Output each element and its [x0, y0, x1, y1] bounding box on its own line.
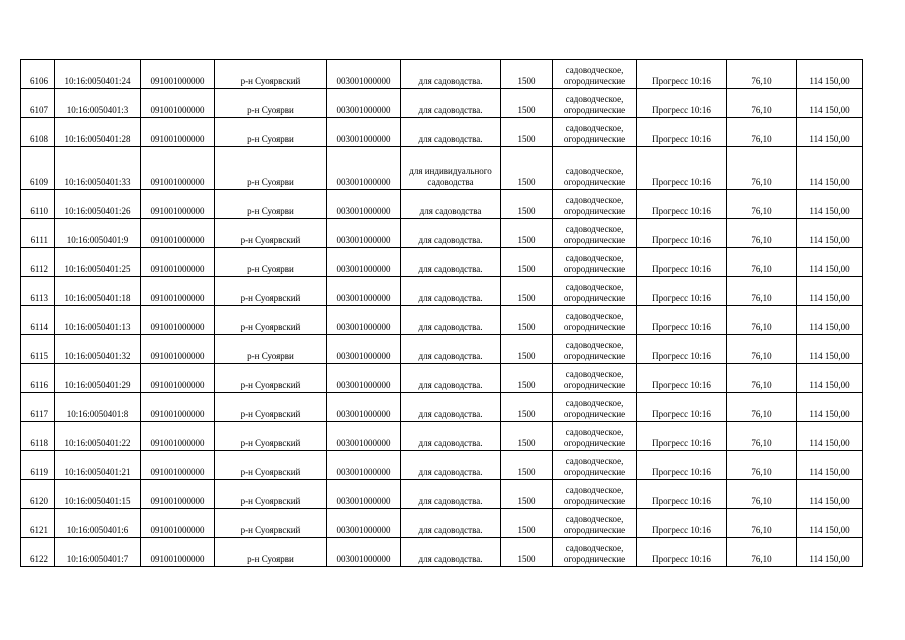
row-number-cell: 6110 — [21, 190, 55, 219]
district-cell: р-н Суоярвский — [215, 422, 327, 451]
category-cell: садоводческое, огороднические — [553, 480, 637, 509]
cadastral-value-cell: 114 150,00 — [797, 248, 863, 277]
area-cell: 1500 — [501, 248, 553, 277]
oktmo-code-cell: 003001000000 — [327, 509, 401, 538]
area-cell: 1500 — [501, 219, 553, 248]
cadastral-number-cell: 10:16:0050401:26 — [55, 190, 141, 219]
cadastral-value-cell: 114 150,00 — [797, 538, 863, 567]
table-row — [21, 451, 863, 480]
permitted-use-cell: для садоводства. — [401, 538, 501, 567]
okato-code-cell: 091001000000 — [141, 364, 215, 393]
district-cell: р-н Суоярви — [215, 118, 327, 147]
cadastral-number-cell: 10:16:0050401:8 — [55, 393, 141, 422]
row-number-cell: 6106 — [21, 60, 55, 89]
district-cell: р-н Суоярви — [215, 147, 327, 190]
permitted-use-cell: для садоводства. — [401, 89, 501, 118]
area-cell: 1500 — [501, 480, 553, 509]
district-cell: р-н Суоярви — [215, 89, 327, 118]
table-row — [21, 190, 863, 219]
district-cell: р-н Суоярвский — [215, 219, 327, 248]
oktmo-code-cell: 003001000000 — [327, 118, 401, 147]
row-number-cell: 6111 — [21, 219, 55, 248]
specific-value-cell: 76,10 — [727, 147, 797, 190]
oktmo-code-cell: 003001000000 — [327, 364, 401, 393]
okato-code-cell: 091001000000 — [141, 509, 215, 538]
specific-value-cell: 76,10 — [727, 89, 797, 118]
cadastral-value-cell: 114 150,00 — [797, 422, 863, 451]
table-row — [21, 422, 863, 451]
oktmo-code-cell: 003001000000 — [327, 277, 401, 306]
category-cell: садоводческое, огороднические — [553, 190, 637, 219]
okato-code-cell: 091001000000 — [141, 60, 215, 89]
table-row — [21, 147, 863, 190]
row-number-cell: 6114 — [21, 306, 55, 335]
specific-value-cell: 76,10 — [727, 480, 797, 509]
row-number-cell: 6122 — [21, 538, 55, 567]
specific-value-cell: 76,10 — [727, 219, 797, 248]
category-cell: садоводческое, огороднические — [553, 306, 637, 335]
area-cell: 1500 — [501, 335, 553, 364]
table-row — [21, 306, 863, 335]
cadastral-number-cell: 10:16:0050401:15 — [55, 480, 141, 509]
oktmo-code-cell: 003001000000 — [327, 335, 401, 364]
table-row — [21, 118, 863, 147]
row-number-cell: 6108 — [21, 118, 55, 147]
association-cell: Прогресс 10:16 — [637, 89, 727, 118]
specific-value-cell: 76,10 — [727, 509, 797, 538]
area-cell: 1500 — [501, 364, 553, 393]
category-cell: садоводческое, огороднические — [553, 538, 637, 567]
oktmo-code-cell: 003001000000 — [327, 422, 401, 451]
table-row — [21, 248, 863, 277]
cadastral-number-cell: 10:16:0050401:13 — [55, 306, 141, 335]
district-cell: р-н Суоярви — [215, 335, 327, 364]
category-cell: садоводческое, огороднические — [553, 422, 637, 451]
association-cell: Прогресс 10:16 — [637, 364, 727, 393]
cadastral-value-cell: 114 150,00 — [797, 277, 863, 306]
okato-code-cell: 091001000000 — [141, 147, 215, 190]
row-number-cell: 6107 — [21, 89, 55, 118]
cadastral-number-cell: 10:16:0050401:6 — [55, 509, 141, 538]
cadastral-value-cell: 114 150,00 — [797, 60, 863, 89]
cadastral-value-cell: 114 150,00 — [797, 190, 863, 219]
permitted-use-cell: для садоводства — [401, 190, 501, 219]
specific-value-cell: 76,10 — [727, 422, 797, 451]
association-cell: Прогресс 10:16 — [637, 118, 727, 147]
okato-code-cell: 091001000000 — [141, 277, 215, 306]
cadastral-number-cell: 10:16:0050401:18 — [55, 277, 141, 306]
row-number-cell: 6118 — [21, 422, 55, 451]
category-cell: садоводческое, огороднические — [553, 89, 637, 118]
cadastral-value-cell: 114 150,00 — [797, 118, 863, 147]
row-number-cell: 6117 — [21, 393, 55, 422]
district-cell: р-н Суоярвский — [215, 277, 327, 306]
okato-code-cell: 091001000000 — [141, 451, 215, 480]
oktmo-code-cell: 003001000000 — [327, 451, 401, 480]
cadastral-number-cell: 10:16:0050401:3 — [55, 89, 141, 118]
permitted-use-cell: для садоводства. — [401, 451, 501, 480]
permitted-use-cell: для садоводства. — [401, 248, 501, 277]
area-cell: 1500 — [501, 277, 553, 306]
table-row — [21, 393, 863, 422]
area-cell: 1500 — [501, 89, 553, 118]
cadastral-value-cell: 114 150,00 — [797, 480, 863, 509]
association-cell: Прогресс 10:16 — [637, 335, 727, 364]
okato-code-cell: 091001000000 — [141, 393, 215, 422]
specific-value-cell: 76,10 — [727, 451, 797, 480]
specific-value-cell: 76,10 — [727, 277, 797, 306]
cadastral-number-cell: 10:16:0050401:9 — [55, 219, 141, 248]
row-number-cell: 6116 — [21, 364, 55, 393]
association-cell: Прогресс 10:16 — [637, 147, 727, 190]
category-cell: садоводческое, огороднические — [553, 393, 637, 422]
permitted-use-cell: для садоводства. — [401, 335, 501, 364]
permitted-use-cell: для садоводства. — [401, 277, 501, 306]
permitted-use-cell: для индивидуального садоводства — [401, 147, 501, 190]
category-cell: садоводческое, огороднические — [553, 451, 637, 480]
specific-value-cell: 76,10 — [727, 393, 797, 422]
cadastral-number-cell: 10:16:0050401:25 — [55, 248, 141, 277]
category-cell: садоводческое, огороднические — [553, 335, 637, 364]
specific-value-cell: 76,10 — [727, 118, 797, 147]
cadastral-value-cell: 114 150,00 — [797, 89, 863, 118]
okato-code-cell: 091001000000 — [141, 480, 215, 509]
cadastral-number-cell: 10:16:0050401:24 — [55, 60, 141, 89]
cadastral-number-cell: 10:16:0050401:29 — [55, 364, 141, 393]
okato-code-cell: 091001000000 — [141, 538, 215, 567]
permitted-use-cell: для садоводства. — [401, 60, 501, 89]
okato-code-cell: 091001000000 — [141, 190, 215, 219]
permitted-use-cell: для садоводства. — [401, 393, 501, 422]
row-number-cell: 6120 — [21, 480, 55, 509]
district-cell: р-н Суоярвский — [215, 364, 327, 393]
area-cell: 1500 — [501, 393, 553, 422]
association-cell: Прогресс 10:16 — [637, 248, 727, 277]
permitted-use-cell: для садоводства. — [401, 509, 501, 538]
category-cell: садоводческое, огороднические — [553, 364, 637, 393]
oktmo-code-cell: 003001000000 — [327, 147, 401, 190]
row-number-cell: 6115 — [21, 335, 55, 364]
cadastral-value-cell: 114 150,00 — [797, 509, 863, 538]
association-cell: Прогресс 10:16 — [637, 480, 727, 509]
table-row — [21, 364, 863, 393]
permitted-use-cell: для садоводства. — [401, 480, 501, 509]
table-row — [21, 219, 863, 248]
cadastral-number-cell: 10:16:0050401:22 — [55, 422, 141, 451]
permitted-use-cell: для садоводства. — [401, 306, 501, 335]
table-row — [21, 509, 863, 538]
oktmo-code-cell: 003001000000 — [327, 306, 401, 335]
permitted-use-cell: для садоводства. — [401, 364, 501, 393]
association-cell: Прогресс 10:16 — [637, 451, 727, 480]
association-cell: Прогресс 10:16 — [637, 306, 727, 335]
association-cell: Прогресс 10:16 — [637, 422, 727, 451]
category-cell: садоводческое, огороднические — [553, 277, 637, 306]
land-registry-table — [20, 59, 863, 567]
district-cell: р-н Суоярвский — [215, 480, 327, 509]
specific-value-cell: 76,10 — [727, 538, 797, 567]
table-row — [21, 89, 863, 118]
cadastral-number-cell: 10:16:0050401:32 — [55, 335, 141, 364]
okato-code-cell: 091001000000 — [141, 219, 215, 248]
table-body — [21, 60, 863, 567]
specific-value-cell: 76,10 — [727, 335, 797, 364]
oktmo-code-cell: 003001000000 — [327, 219, 401, 248]
category-cell: садоводческое, огороднические — [553, 60, 637, 89]
area-cell: 1500 — [501, 147, 553, 190]
okato-code-cell: 091001000000 — [141, 248, 215, 277]
okato-code-cell: 091001000000 — [141, 422, 215, 451]
area-cell: 1500 — [501, 451, 553, 480]
association-cell: Прогресс 10:16 — [637, 219, 727, 248]
okato-code-cell: 091001000000 — [141, 335, 215, 364]
association-cell: Прогресс 10:16 — [637, 393, 727, 422]
specific-value-cell: 76,10 — [727, 190, 797, 219]
oktmo-code-cell: 003001000000 — [327, 480, 401, 509]
district-cell: р-н Суоярвский — [215, 451, 327, 480]
association-cell: Прогресс 10:16 — [637, 277, 727, 306]
okato-code-cell: 091001000000 — [141, 118, 215, 147]
specific-value-cell: 76,10 — [727, 306, 797, 335]
oktmo-code-cell: 003001000000 — [327, 60, 401, 89]
table-row — [21, 480, 863, 509]
okato-code-cell: 091001000000 — [141, 89, 215, 118]
table-row — [21, 60, 863, 89]
cadastral-value-cell: 114 150,00 — [797, 364, 863, 393]
area-cell: 1500 — [501, 422, 553, 451]
cadastral-value-cell: 114 150,00 — [797, 393, 863, 422]
cadastral-value-cell: 114 150,00 — [797, 335, 863, 364]
table-row — [21, 335, 863, 364]
oktmo-code-cell: 003001000000 — [327, 248, 401, 277]
cadastral-value-cell: 114 150,00 — [797, 451, 863, 480]
association-cell: Прогресс 10:16 — [637, 190, 727, 219]
oktmo-code-cell: 003001000000 — [327, 393, 401, 422]
table-row — [21, 538, 863, 567]
area-cell: 1500 — [501, 509, 553, 538]
permitted-use-cell: для садоводства. — [401, 219, 501, 248]
district-cell: р-н Суоярвский — [215, 60, 327, 89]
association-cell: Прогресс 10:16 — [637, 509, 727, 538]
oktmo-code-cell: 003001000000 — [327, 89, 401, 118]
category-cell: садоводческое, огороднические — [553, 248, 637, 277]
cadastral-number-cell: 10:16:0050401:33 — [55, 147, 141, 190]
category-cell: садоводческое, огороднические — [553, 509, 637, 538]
row-number-cell: 6109 — [21, 147, 55, 190]
district-cell: р-н Суоярвский — [215, 509, 327, 538]
cadastral-number-cell: 10:16:0050401:7 — [55, 538, 141, 567]
cadastral-number-cell: 10:16:0050401:28 — [55, 118, 141, 147]
permitted-use-cell: для садоводства. — [401, 422, 501, 451]
row-number-cell: 6121 — [21, 509, 55, 538]
specific-value-cell: 76,10 — [727, 364, 797, 393]
permitted-use-cell: для садоводства. — [401, 118, 501, 147]
area-cell: 1500 — [501, 190, 553, 219]
category-cell: садоводческое, огороднические — [553, 219, 637, 248]
table-row — [21, 277, 863, 306]
area-cell: 1500 — [501, 60, 553, 89]
cadastral-number-cell: 10:16:0050401:21 — [55, 451, 141, 480]
district-cell: р-н Суоярви — [215, 248, 327, 277]
row-number-cell: 6112 — [21, 248, 55, 277]
district-cell: р-н Суоярвский — [215, 306, 327, 335]
association-cell: Прогресс 10:16 — [637, 538, 727, 567]
district-cell: р-н Суоярвский — [215, 393, 327, 422]
specific-value-cell: 76,10 — [727, 60, 797, 89]
category-cell: садоводческое, огороднические — [553, 147, 637, 190]
cadastral-value-cell: 114 150,00 — [797, 306, 863, 335]
okato-code-cell: 091001000000 — [141, 306, 215, 335]
district-cell: р-н Суоярви — [215, 190, 327, 219]
category-cell: садоводческое, огороднические — [553, 118, 637, 147]
row-number-cell: 6113 — [21, 277, 55, 306]
area-cell: 1500 — [501, 538, 553, 567]
area-cell: 1500 — [501, 118, 553, 147]
oktmo-code-cell: 003001000000 — [327, 538, 401, 567]
specific-value-cell: 76,10 — [727, 248, 797, 277]
cadastral-value-cell: 114 150,00 — [797, 147, 863, 190]
oktmo-code-cell: 003001000000 — [327, 190, 401, 219]
district-cell: р-н Суоярви — [215, 538, 327, 567]
row-number-cell: 6119 — [21, 451, 55, 480]
area-cell: 1500 — [501, 306, 553, 335]
cadastral-value-cell: 114 150,00 — [797, 219, 863, 248]
association-cell: Прогресс 10:16 — [637, 60, 727, 89]
